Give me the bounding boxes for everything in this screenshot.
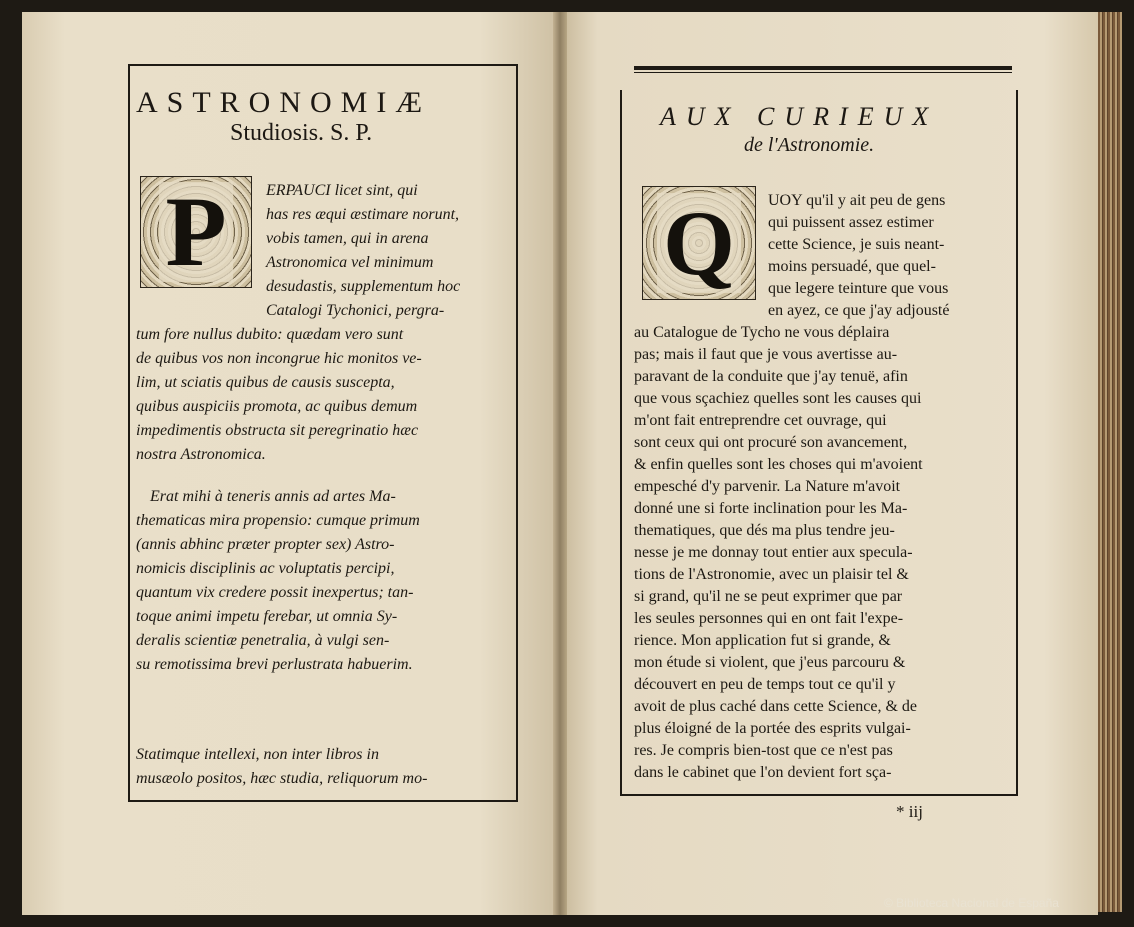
text-line: rience. Mon application fut si grande, & <box>634 632 891 649</box>
text-line: thematiques, que dés ma plus tendre jeu- <box>634 522 895 539</box>
text-line: empesché d'y parvenir. La Nature m'avoit <box>634 478 901 495</box>
text-line: que vous sçachiez quelles sont les causes qui <box>634 390 922 407</box>
text-line: impedimentis obstructa sit peregrinatio hæc <box>136 422 419 439</box>
text-line: qui puissent assez estimer <box>768 214 934 231</box>
text-line: avoit de plus caché dans cette Science, & de <box>634 698 917 715</box>
text-line: m'ont fait entreprendre cet ouvrage, qui <box>634 412 887 429</box>
copyright-credit: © Biblioteca Nacional de España <box>884 896 1059 910</box>
text-line: lim, ut sciatis quibus de causis suscepta, <box>136 374 395 391</box>
text-line: dans le cabinet que l'on devient fort sça- <box>634 764 892 781</box>
text-line: en ayez, ce que j'ay adjousté <box>768 302 950 319</box>
text-line: vobis tamen, qui in arena <box>266 230 429 247</box>
right-top-rule-thin <box>634 72 1012 73</box>
ornamental-initial-q: Q <box>642 186 756 300</box>
text-line: res. Je compris bien-tost que ce n'est pas <box>634 742 893 759</box>
text-line: quantum vix credere possit inexpertus; tan- <box>136 584 414 601</box>
text-line: plus éloigné de la portée des esprits vulgai- <box>634 720 911 737</box>
text-line: de quibus vos non incongrue hic monitos ve- <box>136 350 422 367</box>
text-line: nesse je me donnay tout entier aux specula- <box>634 544 913 561</box>
text-line: donné une si forte inclination pour les Ma- <box>634 500 908 517</box>
text-line: su remotissima brevi perlustrata habuerim. <box>136 656 413 673</box>
text-line: thematicas mira propensio: cumque primum <box>136 512 420 529</box>
text-line: Catalogi Tychonici, pergra- <box>266 302 445 319</box>
page-edges <box>1098 12 1122 912</box>
text-line: si grand, qu'il ne se peut exprimer que par <box>634 588 903 605</box>
signature-mark: * iij <box>896 802 923 821</box>
text-line: au Catalogue de Tycho ne vous déplaira <box>634 324 890 341</box>
text-line: pas; mais il faut que je vous avertisse au- <box>634 346 898 363</box>
text-line: découvert en peu de temps tout ce qu'il y <box>634 676 896 693</box>
left-title: ASTRONOMIÆ <box>136 86 432 119</box>
text-line: UOY qu'il y ait peu de gens <box>768 192 946 209</box>
text-line: quibus auspiciis promota, ac quibus demum <box>136 398 418 415</box>
left-subtitle: Studiosis. S. P. <box>230 120 373 146</box>
text-line: ERPAUCI licet sint, qui <box>266 182 418 199</box>
text-line: mon étude si violent, que j'eus parcouru & <box>634 654 906 671</box>
text-line: deralis scientiæ penetralia, à vulgi sen- <box>136 632 390 649</box>
text-line: tions de l'Astronomie, avec un plaisir tel & <box>634 566 909 583</box>
text-line: Astronomica vel minimum <box>266 254 434 271</box>
text-line: Statimque intellexi, non inter libros in <box>136 746 379 763</box>
book-gutter <box>553 12 567 915</box>
text-line: has res æqui æstimare norunt, <box>266 206 460 223</box>
text-line: cette Science, je suis neant- <box>768 236 945 253</box>
text-line: paravant de la conduite que j'ay tenuë, afin <box>634 368 908 385</box>
text-line: & enfin quelles sont les choses qui m'avoient <box>634 456 923 473</box>
text-line: (annis abhinc præter propter sex) Astro- <box>136 536 395 553</box>
text-line: tum fore nullus dubito: quædam vero sunt <box>136 326 404 343</box>
text-line: les seules personnes qui en ont fait l'expe- <box>634 610 904 627</box>
text-line: toque animi impetu ferebar, ut omnia Sy- <box>136 608 398 625</box>
right-top-rule-thick <box>634 66 1012 70</box>
text-line: musæolo positos, hæc studia, reliquorum mo- <box>136 770 428 787</box>
text-line: moins persuadé, que quel- <box>768 258 936 275</box>
text-line: sont ceux qui ont procuré son avancement, <box>634 434 908 451</box>
text-line: Erat mihi à teneris annis ad artes Ma- <box>150 488 396 505</box>
right-subtitle: de l'Astronomie. <box>744 134 875 156</box>
text-line: nostra Astronomica. <box>136 446 266 463</box>
text-line: que legere teinture que vous <box>768 280 949 297</box>
text-line: nomicis disciplinis ac voluptatis percipi, <box>136 560 395 577</box>
right-title: AUX CURIEUX <box>660 102 939 131</box>
text-line: desudastis, supplementum hoc <box>266 278 461 295</box>
ornamental-initial-p: P <box>140 176 252 288</box>
